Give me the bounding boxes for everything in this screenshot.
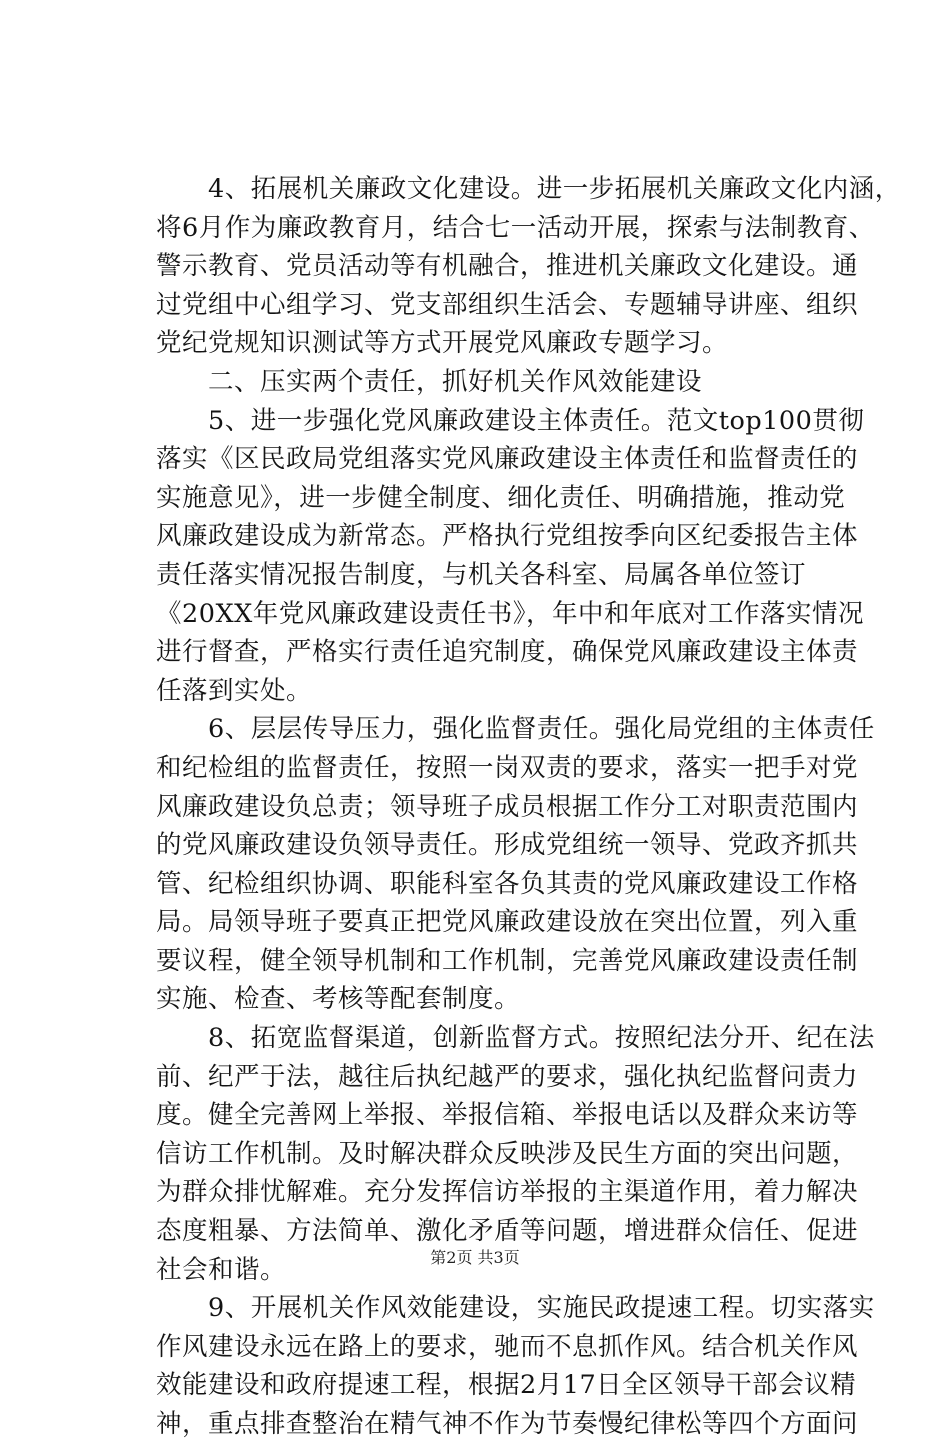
text-line: 为群众排忧解难。充分发挥信访举报的主渠道作用，着力解决 (156, 1177, 859, 1208)
text-line: 信访工作机制。及时解决群众反映涉及民生方面的突出问题， (156, 1138, 859, 1169)
text-line: 度。健全完善网上举报、举报信箱、举报电话以及群众来访等 (156, 1100, 859, 1131)
text-line: 警示教育、党员活动等有机融合，推进机关廉政文化建设。通 (156, 251, 859, 282)
text-line: 《20XX年党风廉政建设责任书》，年中和年底对工作落实情况 (156, 598, 865, 629)
text-line: 二、压实两个责任，抓好机关作风效能建设 (156, 366, 703, 397)
text-line: 作风建设永远在路上的要求，驰而不息抓作风。结合机关作风 (156, 1331, 859, 1362)
text-line: 风廉政建设成为新常态。严格执行党组按季向区纪委报告主体 (156, 521, 859, 552)
text-line: 神，重点排查整治在精气神不作为节奏慢纪律松等四个方面问 (156, 1409, 859, 1439)
text-line: 任落到实处。 (156, 675, 313, 706)
text-line: 管、纪检组织协调、职能科室各负其责的党风廉政建设工作格 (156, 868, 859, 899)
text-line: 前、纪严于法，越往后执纪越严的要求，强化执纪监督问责力 (156, 1061, 859, 1092)
text-line: 责任落实情况报告制度，与机关各科室、局属各单位签订 (156, 559, 807, 590)
text-line: 社会和谐。 (156, 1254, 287, 1285)
text-line: 5、进一步强化党风廉政建设主体责任。范文top100贯彻 (156, 405, 865, 436)
text-line: 实施意见》，进一步健全制度、细化责任、明确措施，推动党 (156, 482, 846, 513)
text-line: 落实《区民政局党组落实党风廉政建设主体责任和监督责任的 (156, 444, 859, 475)
text-line: 过党组中心组学习、党支部组织生活会、专题辅导讲座、组织 (156, 289, 859, 320)
text-line: 党纪党规知识测试等方式开展党风廉政专题学习。 (156, 328, 729, 359)
text-line: 和纪检组的监督责任，按照一岗双责的要求，落实一把手对党 (156, 752, 859, 783)
text-line: 实施、检查、考核等配套制度。 (156, 984, 521, 1015)
page-number-footer: 第2页 共3页 (430, 1248, 520, 1267)
text-line: 进行督查，严格实行责任追究制度，确保党风廉政建设主体责 (156, 637, 859, 668)
text-line: 局。局领导班子要真正把党风廉政建设放在突出位置，列入重 (156, 907, 859, 938)
text-line: 将6月作为廉政教育月，结合七一活动开展，探索与法制教育、 (156, 212, 875, 243)
text-line: 要议程，健全领导机制和工作机制，完善党风廉政建设责任制 (156, 945, 859, 976)
text-line: 风廉政建设负总责；领导班子成员根据工作分工对职责范围内 (156, 791, 859, 822)
text-line: 4、拓展机关廉政文化建设。进一步拓展机关廉政文化内涵， (156, 174, 901, 204)
text-line: 的党风廉政建设负领导责任。形成党组统一领导、党政齐抓共 (156, 830, 859, 861)
text-line: 效能建设和政府提速工程，根据2月17日全区领导干部会议精 (156, 1370, 857, 1401)
text-line: 9、开展机关作风效能建设，实施民政提速工程。切实落实 (156, 1293, 875, 1324)
text-line: 6、层层传导压力，强化监督责任。强化局党组的主体责任 (156, 714, 875, 745)
text-line: 8、拓宽监督渠道，创新监督方式。按照纪法分开、纪在法 (156, 1023, 875, 1054)
text-line: 态度粗暴、方法简单、激化矛盾等问题，增进群众信任、促进 (156, 1216, 859, 1247)
